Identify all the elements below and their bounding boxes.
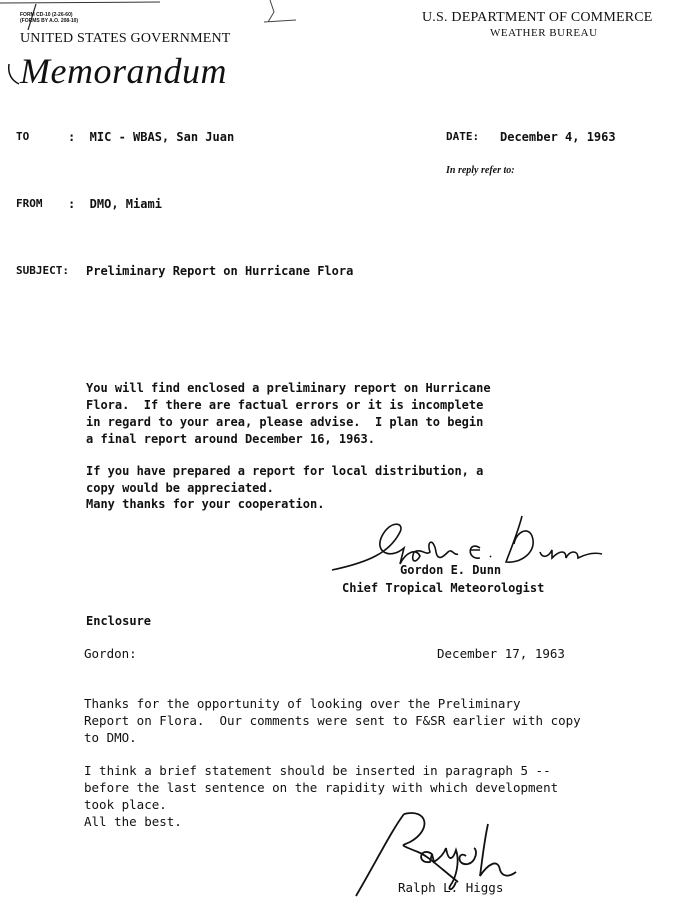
reply-salutation: Gordon: bbox=[84, 646, 137, 661]
dunn-name: Gordon E. Dunn bbox=[400, 563, 502, 577]
body-paragraph-3: Many thanks for your cooperation. bbox=[86, 497, 325, 511]
dunn-title: Chief Tropical Meteorologist bbox=[342, 581, 545, 595]
memorandum-title: Memorandum bbox=[20, 51, 227, 91]
department-heading: U.S. DEPARTMENT OF COMMERCE bbox=[422, 10, 653, 25]
date-label: DATE: bbox=[446, 130, 480, 143]
body-paragraph-2: If you have prepared a report for local distribution, a copy would be appreciated. bbox=[86, 464, 484, 495]
subject-value: Preliminary Report on Hurricane Flora bbox=[86, 264, 354, 278]
bureau-heading: WEATHER BUREAU bbox=[490, 27, 598, 39]
to-label: TO bbox=[16, 130, 30, 143]
from-label: FROM bbox=[16, 197, 43, 210]
title-flourish bbox=[5, 62, 25, 92]
subject-label: SUBJECT: bbox=[16, 264, 69, 277]
to-value: : MIC - WBAS, San Juan bbox=[68, 130, 235, 144]
reply-paragraph-1: Thanks for the opportunity of looking over the Preliminary Report on Flora. Our comments were sent to F&SR earlier with copy to DMO. bbox=[84, 696, 581, 745]
government-heading: UNITED STATES GOVERNMENT bbox=[20, 31, 231, 46]
reply-reference-label: In reply refer to: bbox=[446, 165, 515, 176]
body-paragraph-1: You will find enclosed a preliminary report on Hurricane Flora. If there are factual errors or it is incomplete in regard to your area, please advise. I plan to begin a final report around December 16, 1963. bbox=[86, 381, 491, 446]
from-value: : DMO, Miami bbox=[68, 197, 162, 211]
higgs-name: Ralph L. Higgs bbox=[398, 880, 504, 895]
date-value: December 4, 1963 bbox=[500, 130, 616, 144]
reply-date: December 17, 1963 bbox=[437, 646, 565, 661]
reply-closing: All the best. bbox=[84, 814, 182, 829]
reply-paragraph-2: I think a brief statement should be inserted in paragraph 5 -- before the last sentence on the rapidity with which development took place. bbox=[84, 763, 559, 812]
enclosure-note: Enclosure bbox=[86, 614, 152, 628]
form-number: FORM CD-10 (2-26-60) (FORMS BY A.O. 208-10) bbox=[20, 12, 79, 24]
